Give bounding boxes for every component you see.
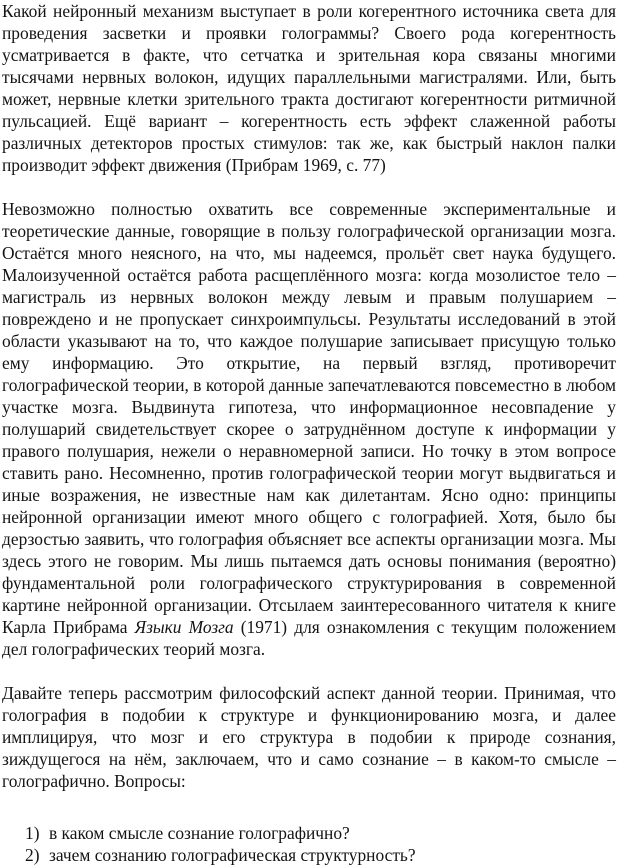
list-item: [2, 822, 616, 844]
book-title: Языки Мозга: [134, 617, 234, 637]
questions-list: [2, 822, 616, 866]
document-page: [2, 0, 616, 866]
paragraph-spacer: [2, 176, 616, 198]
list-item-text: зачем сознанию голографическая структурность?: [49, 845, 416, 865]
list-item-number: 1): [25, 823, 40, 843]
paragraph-text-after-title: (1971) для ознакомления с текущим положением дел голографических теорий мозга.: [2, 617, 617, 659]
paragraph-philosophy: Давайте теперь рассмотрим философский аспект данной теории. Принимая, что голография в подобии к структуре и функционированию мозга, и далее имплицируя, что мозг и его структура в подобии к природе сознания, зиждущегося на нём, заключаем, что и само сознание – в каком-то смысле – голографично. Вопросы:: [2, 683, 616, 791]
list-item-text: в каком смысле сознание голографично?: [49, 823, 350, 843]
paragraph-text-before-title: Невозможно полностью охватить все современные экспериментальные и теоретические данные, говорящие в пользу голографической организации мозга. Остаётся много неясного, на что, мы надеемся, прольёт свет наука будущего. Малоизученной остаётся работа расщеплённого мозга: когда мозолистое тело – магистраль из нервных волокон между левым и правым полушарием – повреждено и не пропускает синхроимпульсы. Результаты исследований в этой области указывают на то, что каждое полушарие записывает присущую только ему информацию. Это открытие, на первый взгляд, противоречит голографической теории, в которой данные запечатлеваются повсеместно в любом участке мозга. Выдвинута гипотеза, что информационное несовпадение у полушарий свидетельствует скорее о затруднённом доступе к информации у правого полушария, нежели о неравномерной записи. Но точку в этом вопросе ставить рано. Несомненно, против голографической теории могут выдвигаться и иные возражения, не известные нам как дилетантам. Ясно одно: принципы нейронной организации имеют много общего с голографией. Хотя, было бы дерзостью заявить, что голография объясняет все аспекты организации мозга. Мы здесь этого не говорим. Мы лишь пытаемся дать основы понимания (вероятно) фундаментальной роли голографического структурирования в современной картине нейронной организации. Отсылаем заинтересованного читателя к книге Карла Прибрама: [2, 199, 616, 637]
list-spacer: [2, 792, 616, 822]
list-item: [2, 844, 616, 866]
paragraph-spacer: [2, 660, 616, 682]
paragraph-hologram-theory: [2, 198, 616, 660]
list-item-number: 2): [25, 845, 40, 865]
paragraph-coherence: Какой нейронный механизм выступает в роли когерентного источника света для проведения засветки и проявки голограммы? Своего рода когерентность усматривается в факте, что сетчатка и зрительная кора связаны многими тысячами нервных волокон, идущих параллельными магистралями. Или, быть может, нервные клетки зрительного тракта достигают когерентности ритмичной пульсацией. Ещё вариант – когерентность есть эффект слаженной работы различных детекторов простых стимулов: так же, как быстрый наклон палки производит эффект движения (Прибрам 1969, с. 77): [2, 1, 616, 175]
